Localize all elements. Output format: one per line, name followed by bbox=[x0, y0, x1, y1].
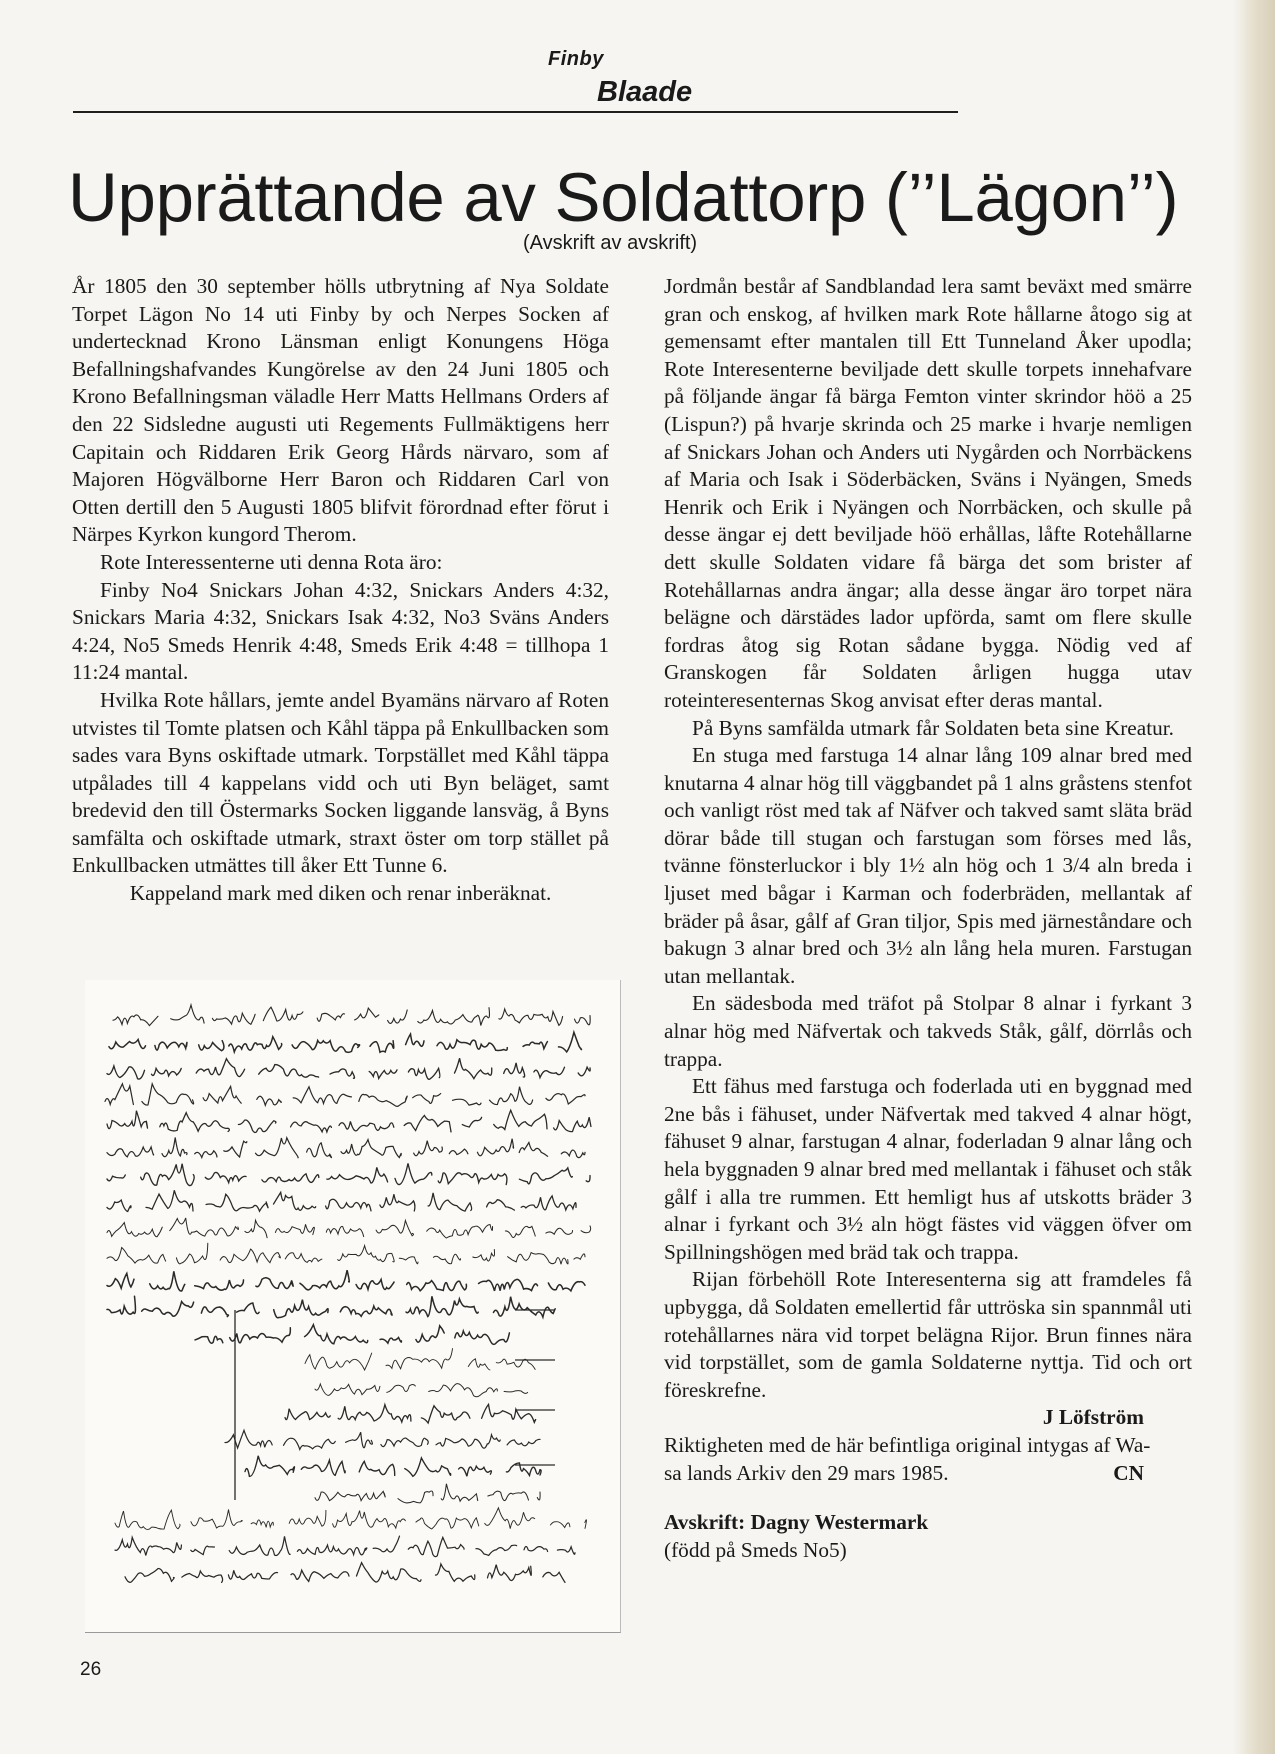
header-rule bbox=[73, 111, 958, 113]
right-paragraph-3: En stuga med farstuga 14 alnar lång 109 alnar bred med knutarna 4 alnar hög till väggbandet på 1 alns gråstens stenfot och vanligt röst med tak af Näfver och takved samt släta bräd dörar både till stugan och farstugan som förses med lås, tvänne fönsterluckor i bly 1½ aln hög och 1 3/4 aln breda i ljuset med bågar i Karman och foderbräden, mellantak af bräder på åsar, gålf af Gran tiljor, Spis med järneståndare och bakugn 3 alnar bred och 3½ aln lång hela muren. Farstugan utan mellantak. bbox=[664, 743, 1192, 988]
right-paragraph-5: Ett fähus med farstuga och foderlada uti en byggnad med 2ne bås i fähuset, under Näfvertak med takved 4 alnar högt, fähuset 9 alnar, farstugan 4 alnar, foderladan 9 alnar lång och hela byggnaden 9 alnar bred med mellantak i fähuset och ståk gålf i alla tre rummen. Ett hemligt hus af utskotts bräder 3 alnar i fyrkant och 3½ aln högt fästes vid väggen öfver om Spillningshögen med bräd tak och trappa. bbox=[664, 1074, 1192, 1264]
handwriting-line bbox=[107, 1296, 555, 1317]
certification-line2-text: sa lands Arkiv den 29 mars 1985. bbox=[664, 1460, 949, 1485]
article-title: Upprättande av Soldattorp (’’Lägon’’) bbox=[68, 159, 1179, 236]
handwriting-line bbox=[113, 1005, 590, 1026]
right-paragraph-6: Rijan förbehöll Rote Interesenterna sig att framdeles få upbygga, då Soldaten emellertid får uttröska sin spannmål uti rotehållarnes nära vid torpet belägna Rijor. Brun finnes nära vid torpstället, som de gamla Soldaterne nyttja. Tid och ort föreskrefne. bbox=[664, 1267, 1192, 1402]
handwriting-line bbox=[125, 1563, 565, 1583]
certification-line1: Riktigheten med de här befintliga original intygas af Wa- bbox=[664, 1432, 1151, 1457]
handwriting-line bbox=[107, 1138, 585, 1158]
page-number: 26 bbox=[80, 1659, 102, 1680]
transcriber-line1: Avskrift: Dagny Westermark bbox=[664, 1510, 929, 1535]
handwriting-line bbox=[115, 1536, 575, 1557]
handwriting-line bbox=[115, 1508, 586, 1530]
handwriting-line bbox=[107, 1270, 585, 1291]
page-edge-shadow bbox=[1233, 0, 1275, 1754]
masthead-line1: Finby bbox=[548, 48, 604, 70]
handwriting-line bbox=[105, 1084, 585, 1107]
right-paragraph-1: Jordmån består af Sandblandad lera samt beväxt med smärre gran och enskog, af hvilken mark Rote hållarne åtogo sig at gemensamt efter mantalen till Ett Tunneland Åker upodla; Rote Interesenterne beviljade dett skulle torpets innehafvare på följande ängar få bärga Femton vinter skrindor höö a 25 (Lispun?) på hvarje skrinda och 25 marke i hvarje nemligen af Snickars Johan och Anders uti Nygården och Norrbäckens af Maria och Isak i Söderbäcken, Sväns i Nyängen, Smeds Henrik och Erik i Nyängen och Norrbäcken, och skulle på desse ängar ej dett beviljade höö erhållas, låfte Rotehållarne dett skulle Soldaten vidare få bärga det som brister af Rotehållarnas andra ängar; alla desse ängar äro torpet nära belägne och därstädes lador upförda, samt om flere skulle fordras åtog sig Rotan sådane bygga. Nödig ved af Granskogen får Soldaten årligen hugga utav roteinteresenternas Skog anvisat efter deras mantal. bbox=[664, 274, 1192, 712]
right-paragraph-4: En sädesboda med träfot på Stolpar 8 alnar i fyrkant 3 alnar hög med Näfvertak och takveds Ståk, gålf, dörrlås och trappa. bbox=[664, 991, 1192, 1071]
handwriting-line bbox=[195, 1325, 509, 1345]
handwritten-document-scan-icon bbox=[85, 980, 621, 1633]
handwriting-line bbox=[225, 1430, 540, 1449]
signature: J Löfström bbox=[1042, 1405, 1144, 1430]
spacer bbox=[664, 1487, 1192, 1509]
handwriting-line bbox=[285, 1404, 536, 1423]
certification-line2 bbox=[664, 1460, 1192, 1488]
handwriting-line bbox=[107, 1243, 585, 1264]
article-subtitle: (Avskrift av avskrift) bbox=[523, 232, 698, 254]
handwriting-line bbox=[107, 1190, 576, 1211]
handwriting-line bbox=[107, 1058, 590, 1079]
paragraph-2: Rote Interessenterne uti denna Rota äro: bbox=[100, 549, 443, 574]
handwriting-line bbox=[245, 1456, 541, 1477]
handwriting-line bbox=[109, 1032, 581, 1052]
paragraph-5: Kappeland mark med diken och renar inberäknat. bbox=[129, 881, 552, 906]
manuscript-scribbles bbox=[85, 980, 620, 1632]
paragraph-4: Hvilka Rote hållars, jemte andel Byamäns närvaro af Roten utvistes til Tomte platsen och Kåhl täppa på Enkullbacken som sades vara Byns oskiftade utmark. Torpstället med Kåhl täppa utpålades till 4 kappelans vidd och uti Byn beläget, samt bredevid den till Östermarks Socken liggande lansväg, å Byns samfälta och oskiftade utmark, straxt öster om torp stället på Enkullbacken utmättes till åker Ett Tunne 6. bbox=[72, 687, 609, 878]
left-column bbox=[72, 273, 609, 908]
right-column bbox=[664, 273, 1192, 1564]
handwriting-line bbox=[107, 1218, 591, 1238]
transcriber-line2: (född på Smeds No5) bbox=[664, 1537, 847, 1562]
handwriting-line bbox=[107, 1163, 590, 1185]
handwriting-line bbox=[305, 1349, 535, 1370]
paragraph-3: Finby No4 Snickars Johan 4:32, Snickars Anders 4:32, Snickars Maria 4:32, Snickars Isak 4:32, No3 Sväns Anders 4:24, No5 Smeds Henrik 4:48, Smeds Erik 4:48 = tillhopa 1 11:24 mantal. bbox=[72, 577, 609, 685]
paragraph-1: År 1805 den 30 september hölls utbrytning af Nya Soldate Torpet Lägon No 14 uti Finby by och Nerpes Socken af undertecknad Krono Länsman enligt Konungens Höga Befallningshafvandes Kungörelse av den 24 Juni 1805 och Krono Befallningsman väladle Herr Matts Hellmans Orders af den 22 Sidsledne augusti uti Regements Fullmäktigens herr Capitain och Riddaren Erik Georg Hårds närvaro, som af Majoren Högvälborne Herr Baron och Riddaren Carl von Otten dertill den 5 Augusti 1805 blifvit förordnad efter förut i Närpes Kyrkon kungord Therom. bbox=[72, 274, 609, 547]
handwriting-line bbox=[315, 1384, 528, 1397]
certification-initials: CN bbox=[1113, 1460, 1144, 1485]
handwriting-line bbox=[107, 1110, 591, 1132]
right-paragraph-2: På Byns samfälda utmark får Soldaten beta sine Kreatur. bbox=[692, 715, 1174, 740]
masthead-line2: Blaade bbox=[597, 76, 693, 108]
handwriting-line bbox=[315, 1484, 540, 1503]
